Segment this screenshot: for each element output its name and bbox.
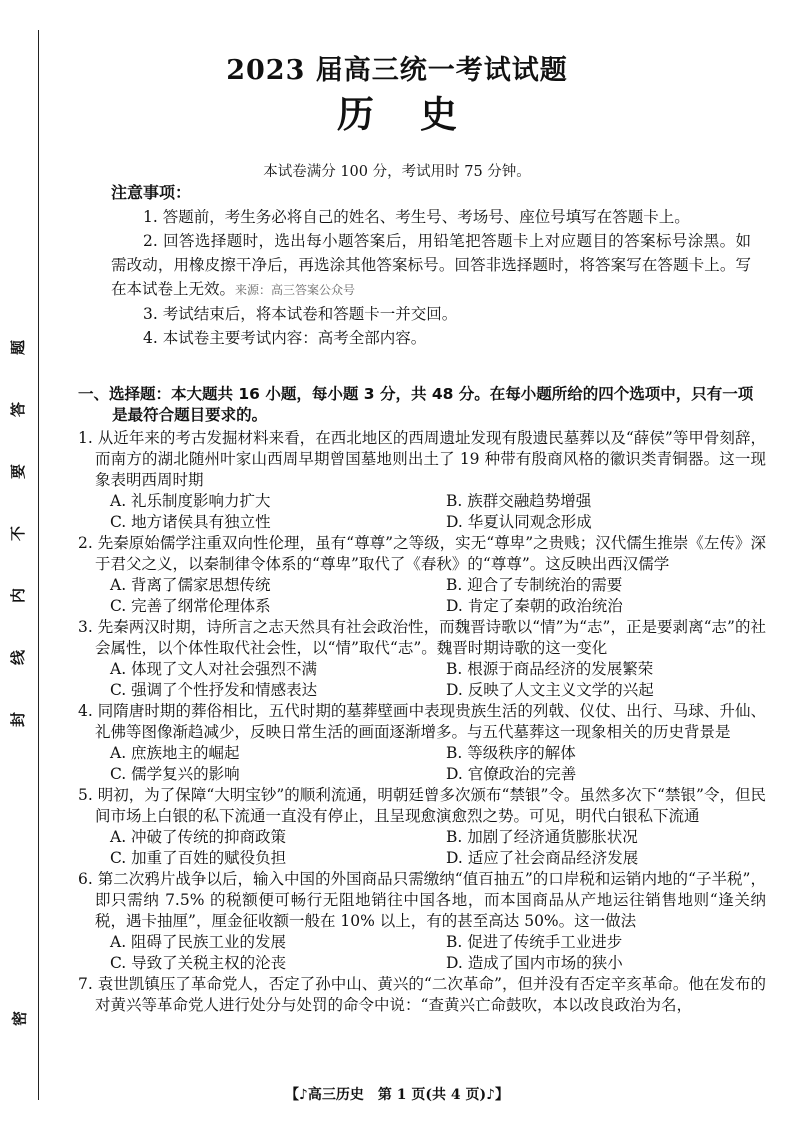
option: A. 背离了儒家思想传统 [110,576,271,594]
option: B. 等级秩序的解体 [446,744,576,762]
binding-line [38,30,39,1100]
question-stem: 6. 第二次鸦片战争以后，输入中国的外国商品只需缴纳“值百抽五”的口岸税和运销内地的“子半税”，即只需纳 7.5% 的税额便可畅行无阻地销往中国各地，而本国商品从产地运往销售地则“逢关纳税，遇卡抽厘”，厘金征收额一般在 10% 以上，有的甚至高达 50%。这一做法 [78,870,766,930]
option: D. 华夏认同观念形成 [446,513,592,531]
option: C. 完善了纲常伦理体系 [110,597,271,615]
options [78,743,766,785]
margin-char: 内 [9,587,28,604]
notes-heading: 注意事项： [111,183,192,202]
margin-seal-char: 密 [10,1011,29,1027]
question-stem: 1. 从近年来的考古发掘材料来看，在西北地区的西周遗址发现有殷遗民墓葬以及“薛侯”等甲骨刻辞，而南方的湖北随州叶家山西周早期曾国墓地则出土了 19 种带有殷商风格的徽识类青铜器。这一现象表明西周时期 [78,429,766,489]
option: C. 强调了个性抒发和情感表达 [110,681,318,699]
question-stem: 4. 同隋唐时期的葬俗相比，五代时期的墓葬壁画中表现贵族生活的列戟、仪仗、出行、马球、升仙、礼佛等图像渐趋减少，反映日常生活的画面逐渐增多。与五代墓葬这一现象相关的历史背景是 [78,702,766,741]
option: D. 造成了国内市场的狭小 [446,954,623,972]
option: C. 儒学复兴的影响 [110,765,240,783]
option: B. 促进了传统手工业进步 [446,933,623,951]
question-stem: 7. 袁世凯镇压了革命党人，否定了孙中山、黄兴的“二次革命”，但并没有否定辛亥革命。他在发布的对黄兴等革命党人进行处分与处罚的命令中说：“查黄兴亡命鼓吹，本以改良政治为名， [78,975,766,1014]
margin-char: 答 [9,401,28,418]
option: A. 庶族地主的崛起 [110,744,240,762]
margin-char: 要 [9,463,28,480]
option: A. 体现了文人对社会强烈不满 [110,660,318,678]
binding-margin-text [4,340,34,727]
options [78,491,766,533]
note-item [111,229,751,302]
option: B. 迎合了专制统治的需要 [446,576,623,594]
option: C. 地方诸侯具有独立性 [110,513,271,531]
question-section [78,384,766,1016]
subject-title: 历史 [337,92,503,136]
options [78,827,766,869]
exam-info: 本试卷满分 100 分，考试用时 75 分钟。 [263,164,531,180]
option: A. 阻碍了民族工业的发展 [110,933,287,951]
option: A. 冲破了传统的抑商政策 [110,828,287,846]
option: B. 族群交融趋势增强 [446,492,592,510]
source-note: 来源：高三答案公众号 [235,283,356,297]
option: B. 根源于商品经济的发展繁荣 [446,660,654,678]
options [78,575,766,617]
question [78,785,766,869]
margin-char: 题 [9,339,28,356]
option: D. 适应了社会商品经济发展 [446,849,639,867]
note-item: 3. 考试结束后，将本试卷和答题卡一并交回。 [143,305,458,323]
question-stem: 3. 先秦两汉时期，诗所言之志天然具有社会政治性，而魏晋诗歌以“情”为“志”，正是要剥离“志”的社会属性，以个体性取代社会性，以“情”取代“志”。魏晋时期诗歌的这一变化 [78,618,766,657]
question [78,701,766,785]
note-item-text: 2. 回答选择题时，选出每小题答案后，用铅笔把答题卡上对应题目的答案标号涂黑。如需改动，用橡皮擦干净后，再选涂其他答案标号。回答非选择题时，将答案写在答题卡上。写在本试卷上无效。 [111,232,751,298]
margin-char: 线 [9,649,28,666]
option: C. 加重了百姓的赋役负担 [110,849,287,867]
note-item: 1. 答题前，考生务必将自己的姓名、考生号、考场号、座位号填写在答题卡上。 [143,208,690,226]
options [78,659,766,701]
question-stem: 2. 先秦原始儒学注重双向性伦理，虽有“尊尊”之等级，实无“尊卑”之贵贱；汉代儒生推崇《左传》深于君父之义，以秦制律令体系的“尊卑”取代了《春秋》的“尊尊”。这反映出西汉儒学 [78,534,766,573]
question-stem: 5. 明初，为了保障“大明宝钞”的顺利流通，明朝廷曾多次颁布“禁银”令。虽然多次下“禁银”令，但民间市场上白银的私下流通一直没有停止，且呈现愈演愈烈之势。可见，明代白银私下流通 [78,786,766,825]
options [78,932,766,974]
option: A. 礼乐制度影响力扩大 [110,492,271,510]
option: C. 导致了关税主权的沦丧 [110,954,287,972]
question [78,428,766,533]
notes-section [111,181,751,350]
option: D. 官僚政治的完善 [446,765,577,783]
section-heading: 一、选择题：本大题共 16 小题，每小题 3 分，共 48 分。在每小题所给的四个选项中，只有一项是最符合题目要求的。 [78,385,754,424]
option: D. 反映了人文主义文学的兴起 [446,681,654,699]
question [78,869,766,974]
page-footer: 【♪高三历史 第 1 页(共 4 页)♪】 [284,1087,510,1103]
margin-char: 不 [9,525,28,542]
question [78,974,766,1016]
question [78,533,766,617]
note-item: 4. 本试卷主要考试内容：高考全部内容。 [143,329,427,347]
margin-char: 封 [9,711,28,728]
question [78,617,766,701]
option: D. 肯定了秦朝的政治统治 [446,597,623,615]
option: B. 加剧了经济通货膨胀状况 [446,828,638,846]
exam-title: 2023 届高三统一考试试题 [226,55,568,86]
